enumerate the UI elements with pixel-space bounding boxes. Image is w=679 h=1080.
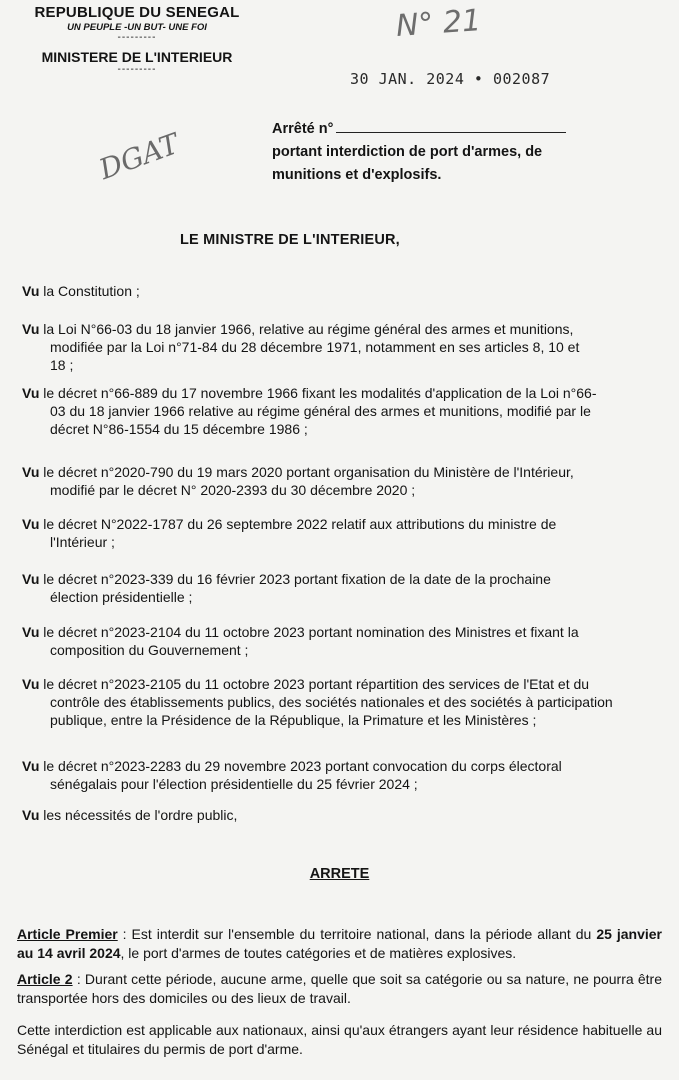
consideration-item [22, 570, 662, 606]
arrete-label: Arrêté n° [272, 121, 334, 137]
consideration-text: le décret N°2022-1787 du 26 septembre 2022 relatif aux attributions du ministre de [43, 516, 557, 532]
consideration-text: les nécessités de l'ordre public, [43, 807, 238, 823]
consideration-item [22, 675, 662, 729]
article-2 [17, 970, 662, 1007]
arrete-number-blank [336, 119, 566, 133]
consideration-text: le décret n°2023-2283 du 29 novembre 2023 portant convocation du corps électoral [43, 758, 562, 774]
consideration-line: 03 du 18 janvier 1966 relative au régime général des armes et munitions, modifié par le [50, 403, 591, 419]
arrete-reference [272, 118, 566, 187]
consideration-line: modifiée par la Loi n°71-84 du 28 décembre 1971, notamment en ses articles 8, 10 et [50, 339, 580, 355]
consideration-item [22, 463, 662, 499]
consideration-line [22, 384, 662, 402]
republic-name: REPUBLIQUE DU SENEGAL [34, 4, 240, 21]
separator-2: --------- [117, 64, 157, 75]
consideration-line [22, 515, 662, 533]
consideration-item [22, 282, 662, 300]
consideration-text: le décret n°2023-339 du 16 février 2023 portant fixation de la date de la prochaine [43, 571, 551, 587]
minister-title: LE MINISTRE DE L'INTERIEUR, [180, 232, 400, 248]
handwritten-initials: DGAT [94, 126, 184, 187]
consideration-text: le décret n°2023-2105 du 11 octobre 2023 portant répartition des services de l'Etat et du [43, 676, 590, 692]
vu-word: Vu [22, 758, 40, 774]
consideration-item [22, 515, 662, 551]
consideration-text: le décret n°2023-2104 du 11 octobre 2023 portant nomination des Ministres et fixant la [43, 624, 579, 640]
consideration-line: élection présidentielle ; [50, 589, 193, 605]
article-2-text: : Durant cette période, aucune arme, quelle que soit sa catégorie ou sa nature, ne pourra être transportée hors des domiciles ou des lieux de travail. [17, 971, 662, 1006]
consideration-item [22, 806, 662, 824]
handwritten-number: N° 21 [394, 3, 483, 44]
consideration-line: sénégalais pour l'élection présidentielle du 25 février 2024 ; [50, 776, 418, 792]
letterhead [22, 4, 252, 75]
national-motto: UN PEUPLE -UN BUT- UNE FOI [67, 22, 207, 33]
vu-word: Vu [22, 385, 40, 401]
article-1-text-b: , le port d'armes de toutes catégories et de matières explosives. [120, 944, 517, 961]
vu-word: Vu [22, 464, 40, 480]
consideration-item [22, 384, 662, 438]
consideration-line: modifié par le décret N° 2020-2393 du 30 décembre 2020 ; [50, 482, 416, 498]
consideration-text: le décret n°66-889 du 17 novembre 1966 fixant les modalités d'application de la Loi n°66- [43, 385, 597, 401]
consideration-item [22, 623, 662, 659]
separator: --------- [117, 32, 157, 43]
article-1 [17, 925, 662, 962]
article-1-text-a: : Est interdit sur l'ensemble du territoire national, dans la période allant du [117, 926, 597, 942]
decision-heading-text: ARRETE [309, 866, 370, 882]
consideration-line [22, 320, 662, 338]
consideration-line: l'Intérieur ; [50, 534, 115, 550]
article-1-dates: 25 janvier au 14 avril 2024 [17, 926, 662, 961]
consideration-line: composition du Gouvernement ; [50, 642, 249, 658]
arrete-subject-line-1: portant interdiction de port d'armes, de [272, 144, 543, 160]
consideration-item [22, 320, 662, 374]
consideration-text: la Constitution ; [43, 283, 140, 299]
registration-stamp: 30 JAN. 2024 • 002087 [350, 70, 551, 88]
consideration-line [22, 623, 662, 641]
consideration-line [22, 675, 662, 693]
consideration-item [22, 757, 662, 793]
consideration-text: la Loi N°66-03 du 18 janvier 1966, relative au régime général des armes et munitions, [43, 321, 574, 337]
vu-word: Vu [22, 807, 40, 823]
consideration-line: décret N°86-1554 du 15 décembre 1986 ; [50, 421, 308, 437]
ministry-name: MINISTERE DE L'INTERIEUR [41, 49, 233, 65]
consideration-line [22, 757, 662, 775]
consideration-line: publique, entre la Présidence de la République, la Primature et les Ministères ; [50, 712, 537, 728]
vu-word: Vu [22, 624, 40, 640]
article-1-label: Article Premier [17, 926, 118, 942]
vu-word: Vu [22, 571, 40, 587]
consideration-line [22, 282, 662, 300]
consideration-line: 18 ; [50, 357, 74, 373]
consideration-line [22, 463, 662, 481]
applicability-paragraph: Cette interdiction est applicable aux nationaux, ainsi qu'aux étrangers ayant leur résidence habituelle au Sénégal et titulaires du permis de port d'arme. [17, 1022, 662, 1057]
consideration-line [22, 570, 662, 588]
consideration-line [22, 806, 662, 824]
vu-word: Vu [22, 516, 40, 532]
arrete-subject-line-2: munitions et d'explosifs. [272, 167, 442, 183]
vu-word: Vu [22, 321, 40, 337]
consideration-line: contrôle des établissements publics, des sociétés nationales et des sociétés à participation [50, 694, 613, 710]
consideration-text: le décret n°2020-790 du 19 mars 2020 portant organisation du Ministère de l'Intérieur, [43, 464, 574, 480]
decision-heading [0, 866, 679, 882]
vu-word: Vu [22, 676, 40, 692]
article-2-label: Article 2 [17, 971, 73, 987]
vu-word: Vu [22, 283, 40, 299]
